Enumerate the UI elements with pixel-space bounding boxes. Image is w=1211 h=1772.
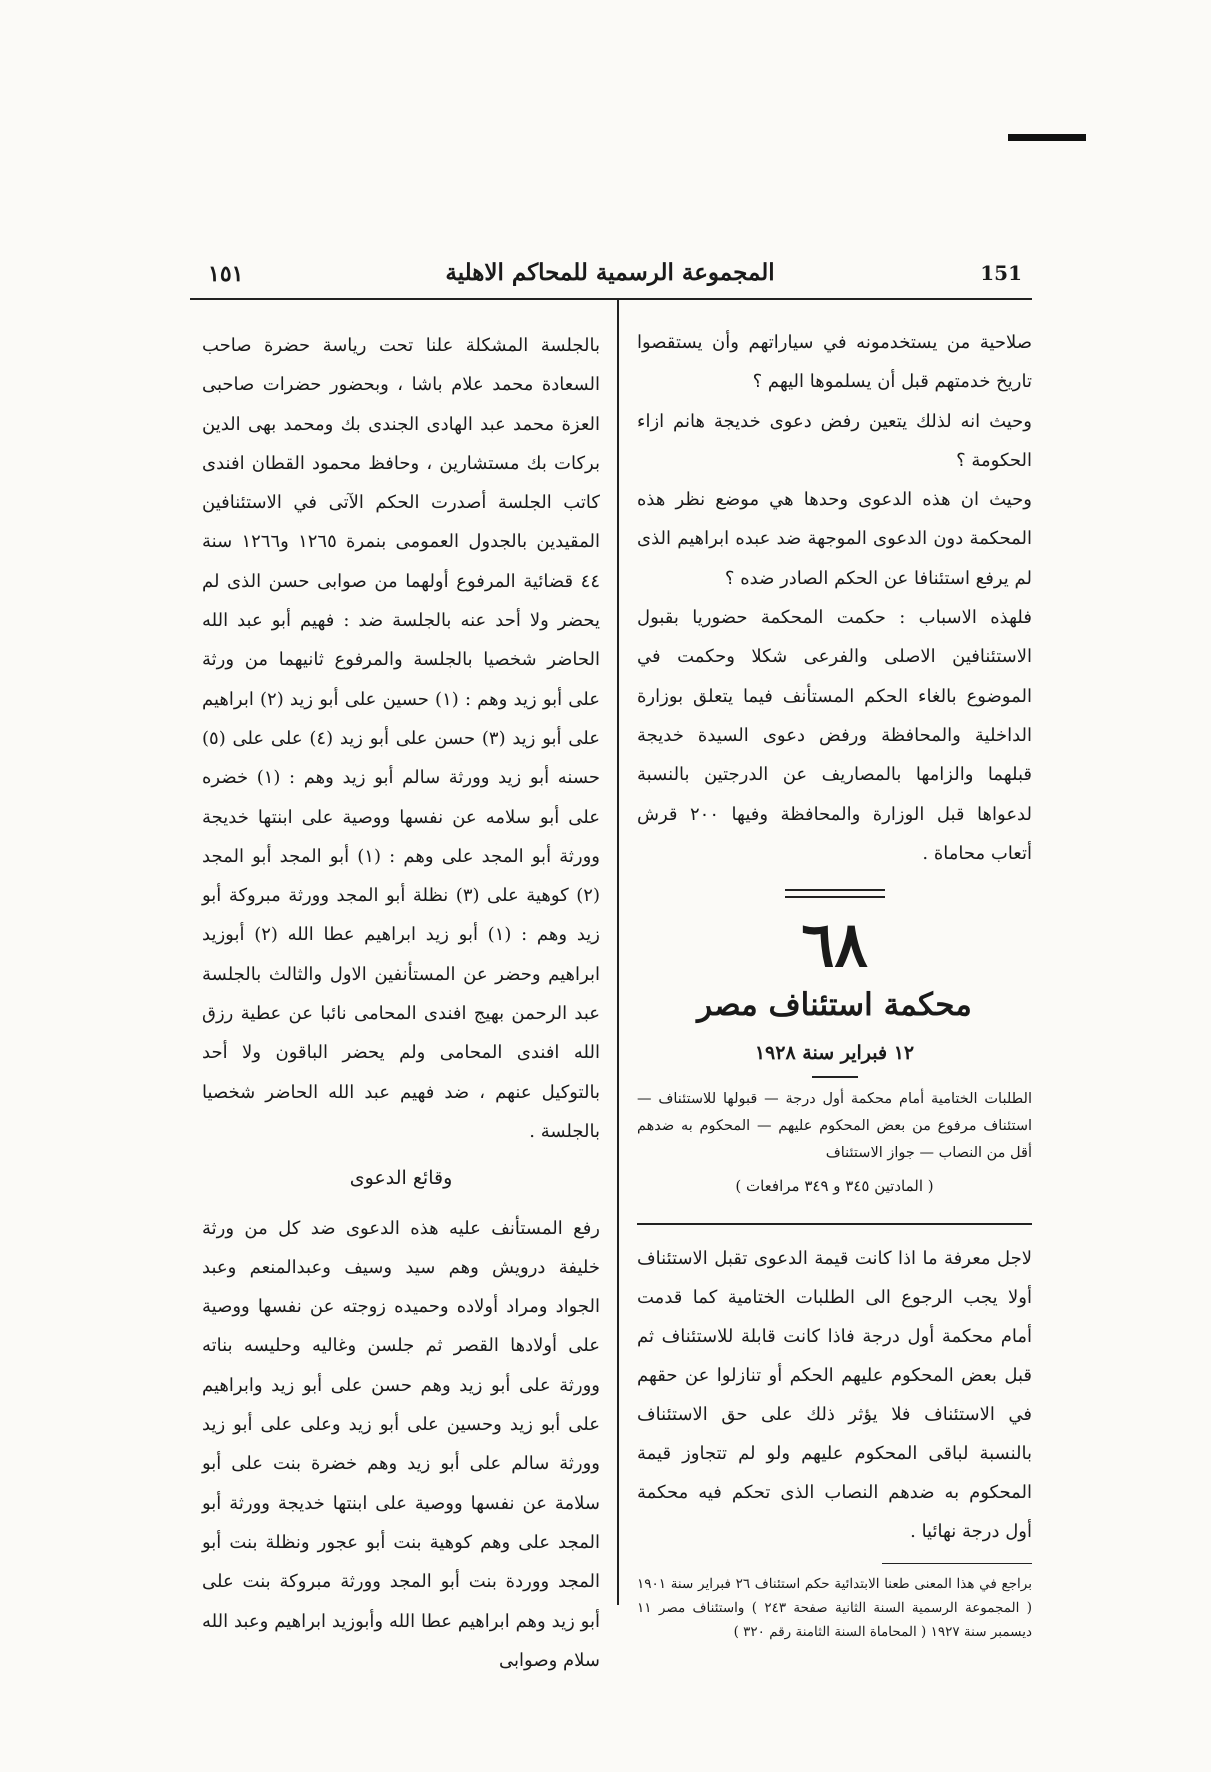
session-paragraph: بالجلسة المشكلة علنا تحت رياسة حضرة صاحب السعادة محمد علام باشا ، وبحضور حضرات صاحبى العزة محمد عبد الهادى الجندى بك ومحمد بهى الدين بركات بك مستشارين ، وحافظ محمود القطان افندى كاتب الجلسة أصدرت الحكم الآتى في الاستئنافين المقيدين بالجدول العمومى بنمرة ١٢٦٥ و١٢٦٦ سنة ٤٤ قضائية المرفوع أولهما من صوابى حسن الذى لم يحضر ولا أحد عنه بالجلسة ضد : فهيم أبو عبد الله الحاضر شخصيا بالجلسة والمرفوع ثانيهما من ورثة على أبو زيد وهم : (١) حسين على أبو زيد (٢) ابراهيم على أبو زيد (٣) حسن على أبو زيد (٤) على على (٥) حسنه أبو زيد وورثة سالم أبو زيد وهم : (١) خضره على أبو سلامه عن نفسها ووصية على ابنتها خديجة وورثة أبو المجد على وهم : (١) أبو المجد أبو المجد (٢) كوهية على (٣) نظلة أبو المجد وورثة مبروكة أبو زيد وهم : (١) أبو زيد ابراهيم عطا الله (٢) أبوزيد ابراهيم وحضر عن المستأنفين الاول والثالث بالجلسة عبد الرحمن بهيج افندى المحامى نائبا عن عطية رزق الله افندى المحامى ولم يحضر الباقون ولا أحد بالتوكيل عنهم ، ضد فهيم عبد الله الحاضر شخصيا بالجلسة .	[202, 335, 601, 1142]
case-number: ٦٨	[801, 908, 868, 982]
verdict-paragraph: فلهذه الاسباب : حكمت المحكمة حضوريا بقبول الاستئنافين الاصلى والفرعى شكلا وحكمت في الموضوع بالغاء الحكم المستأنف فيما يتعلق بوزارة الداخلية والمحافظة ورفض دعوى السيدة خديجة قبلهما والزامها بالمصاريف عن الدرجتين بالنسبة لدعواها قبل الوزارة والمحافظة وفيها ٢٠٠ قرش أتعاب محاماة .	[637, 607, 1032, 864]
paragraph: وحيث ان هذه الدعوى وحدها هي موضع نظر هذه المحكمة دون الدعوى الموجهة ضد عبده ابراهيم الذى لم يرفع استئنافا عن الحكم الصادر ضده ؟	[637, 489, 1032, 589]
case-date: ١٢ فبراير سنة ١٩٢٨	[754, 1042, 915, 1065]
short-rule	[812, 1076, 858, 1078]
legal-principle: لاجل معرفة ما اذا كانت قيمة الدعوى تقبل الاستئناف أولا يجب الرجوع الى الطلبات الختامية كما قدمت أمام محكمة أول درجة فاذا كانت قابلة للاستئناف ثم قبل بعض المحكوم عليهم الحكم أو تنازلوا عن حقهم في الاستئناف فلا يؤثر ذلك على حق الاستئناف بالنسبة لباقى المحكوم عليهم ولو لم تتجاوز قيمة المحكوم به ضدهم النصاب الذى تحكم فيه محكمة أول درجة نهائيا .	[637, 1248, 1032, 1543]
journal-title: المجموعة الرسمية للمحاكم الاهلية	[445, 259, 775, 286]
principle-rule	[637, 1223, 1032, 1225]
page-number-latin: 151	[980, 261, 1022, 285]
headnote: الطلبات الختامية أمام محكمة أول درجة — قبولها للاستئناف — استئناف مرفوع من بعض المحكوم عليهم — المحكوم به ضدهم أقل من النصاب — جواز الاستئناف	[637, 1091, 1032, 1162]
page-header	[190, 255, 1030, 295]
column-divider	[617, 300, 619, 1605]
page-number-arabic: ١٥١	[208, 261, 244, 287]
corner-rule	[1008, 134, 1086, 141]
footnote-rule	[882, 1563, 1032, 1564]
left-column	[202, 326, 600, 1680]
facts-paragraph: رفع المستأنف عليه هذه الدعوى ضد كل من ورثة خليفة درويش وهم سيد وسيف وعبدالمنعم وعبد الجواد ومراد أولاده وحميده زوجته عن نفسها ووصية على أولادها القصر ثم جلسن وغاليه وحليسه بناته وورثة على أبو زيد وهم حسن على أبو زيد وابراهيم على أبو زيد وحسين على أبو زيد وعلى على أبو زيد وورثة سالم على أبو زيد وهم خضرة بنت على أبو سلامة عن نفسها ووصية على ابنتها خديجة وورثة أبو المجد على وهم كوهية بنت أبو عجور ونظلة بنت أبو المجد ووردة بنت أبو المجد وورثة مبروكة بنت على أبو زيد وهم ابراهيم عطا الله وأبوزيد ابراهيم وعبد الله سلام وصوابى	[202, 1217, 600, 1671]
section-divider	[785, 889, 885, 898]
footnote: براجع في هذا المعنى طعنا الابتدائية حكم استئناف ٢٦ فبراير سنة ١٩٠١ ( المجموعة الرسمية السنة الثانية صفحة ٢٤٣ ) واستئناف مصر ١١ ديسمبر سنة ١٩٢٧ ( المحاماة السنة الثامنة رقم ٣٢٠ )	[637, 1576, 1032, 1641]
facts-heading: وقائع الدعوى	[349, 1167, 453, 1190]
court-name: محكمة استئناف مصر	[697, 987, 972, 1024]
paragraph: صلاحية من يستخدمونه في سياراتهم وأن يستقصوا تاريخ خدمتهم قبل أن يسلموها اليهم ؟	[637, 332, 1032, 393]
right-column	[637, 323, 1032, 1644]
header-rule	[190, 298, 1032, 300]
articles-reference: ( المادتين ٣٤٥ و ٣٤٩ مرافعات )	[735, 1177, 934, 1196]
paragraph: وحيث انه لذلك يتعين رفض دعوى خديجة هانم ازاء الحكومة ؟	[637, 410, 1032, 471]
